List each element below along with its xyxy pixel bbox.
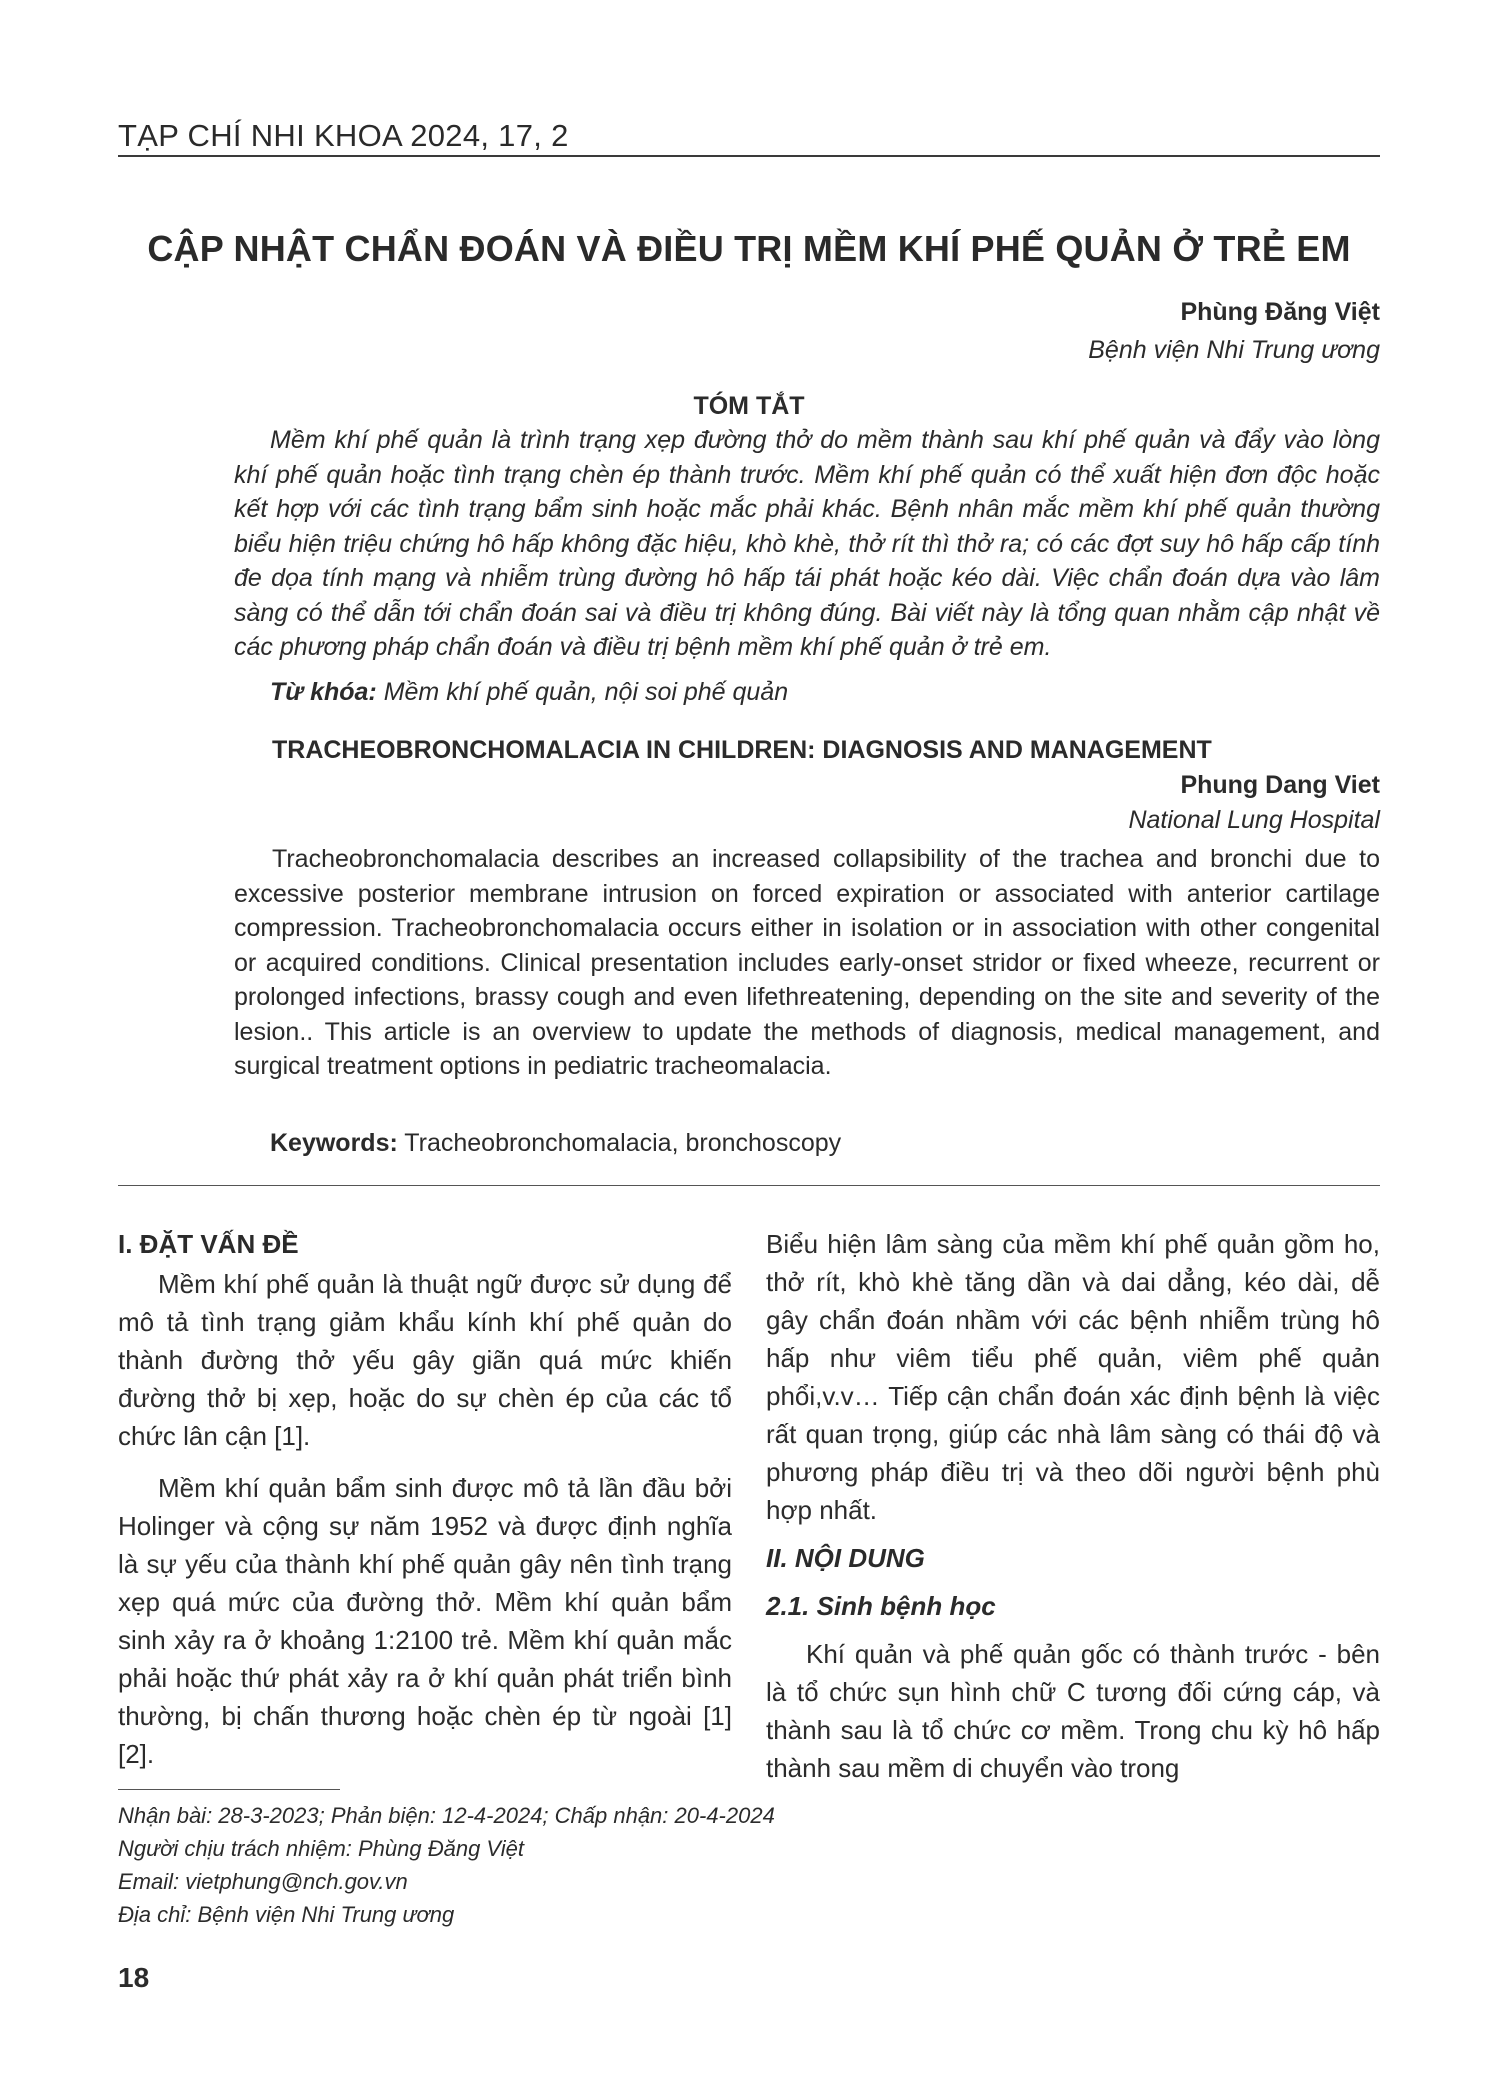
footnote-email: Email: vietphung@nch.gov.vn xyxy=(118,1869,408,1894)
affiliation-vi: Bệnh viện Nhi Trung ương xyxy=(1088,336,1380,364)
keywords-label-en: Keywords: xyxy=(270,1129,398,1157)
keywords-vi xyxy=(270,678,788,707)
keywords-en xyxy=(270,1129,841,1158)
abstract-text-en: Tracheobronchomalacia describes an increased collapsibility of the trachea and bronchi due to excessive posterior membrane intrusion on forced expiration or associated with anterior cartilage compression. Tracheobronchomalacia occurs either in isolation or in association with other congenital or acquired conditions. Clinical presentation includes early-onset stridor or fixed wheeze, recurrent or prolonged infections, brassy cough and even lifethreatening, depending on the site and severity of the lesion.. This article is an overview to update the methods of diagnosis, medical management, and surgical treatment options in pediatric tracheomalacia. xyxy=(234,845,1380,1080)
section2-heading: II. NỘI DUNG xyxy=(766,1543,925,1573)
article-title: CẬP NHẬT CHẨN ĐOÁN VÀ ĐIỀU TRỊ MỀM KHÍ PHẾ QUẢN Ở TRẺ EM xyxy=(147,228,1351,269)
header-rule xyxy=(118,155,1380,157)
keywords-value-en: Tracheobronchomalacia, bronchoscopy xyxy=(397,1129,842,1157)
abstract-text-vi: Mềm khí phế quản là trình trạng xẹp đường thở do mềm thành sau khí phế quản và đẩy vào lòng khí phế quản hoặc tình trạng chèn ép thành trước. Mềm khí phế quản có thể xuất hiện đơn độc hoặc kết hợp với các tình trạng bẩm sinh hoặc mắc phải khác. Bệnh nhân mắc mềm khí phế quản thường biểu hiện triệu chứng hô hấp không đặc hiệu, khò khè, thở rít thì thở ra; có các đợt suy hô hấp cấp tính đe dọa tính mạng và nhiễm trùng đường hô hấp tái phát hoặc kéo dài. Việc chẩn đoán dựa vào lâm sàng có thể dẫn tới chẩn đoán sai và điều trị không đúng. Bài viết này là tổng quan nhằm cập nhật về các phương pháp chẩn đoán và điều trị bệnh mềm khí phế quản ở trẻ em. xyxy=(234,426,1380,661)
right-column xyxy=(766,1225,1380,1787)
section2-paragraph-1: Khí quản và phế quản gốc có thành trước - bên là tổ chức sụn hình chữ C tương đối cứng cáp, và thành sau là tổ chức cơ mềm. Trong chu kỳ hô hấp thành sau mềm di chuyển vào trong xyxy=(766,1639,1380,1783)
left-column xyxy=(118,1225,732,1773)
section1-heading: I. ĐẶT VẤN ĐỀ xyxy=(118,1229,299,1259)
footnote-rule xyxy=(118,1789,340,1790)
subsection-heading: 2.1. Sinh bệnh học xyxy=(766,1591,996,1621)
article-title-en: TRACHEOBRONCHOMALACIA IN CHILDREN: DIAGNOSIS AND MANAGEMENT xyxy=(272,736,1212,764)
affiliation-en: National Lung Hospital xyxy=(1128,806,1380,834)
page-number: 18 xyxy=(118,1962,150,1993)
author-name-vi: Phùng Đăng Việt xyxy=(1180,298,1380,326)
footnote-responsible: Người chịu trách nhiệm: Phùng Đăng Việt xyxy=(118,1836,524,1861)
keywords-label-vi: Từ khóa: xyxy=(270,678,377,706)
footnote-dates: Nhận bài: 28-3-2023; Phản biện: 12-4-2024; Chấp nhận: 20-4-2024 xyxy=(118,1803,775,1828)
section1-paragraph-3: Biểu hiện lâm sàng của mềm khí phế quản gồm ho, thở rít, khò khè tăng dần và dai dẳng, kéo dài, dễ gây chẩn đoán nhầm với các bệnh nhiễm trùng hô hấp như viêm tiểu phế quản, viêm phế quản phổi,v.v… Tiếp cận chẩn đoán xác định bệnh là việc rất quan trọng, giúp các nhà lâm sàng có thái độ và phương pháp điều trị và theo dõi người bệnh phù hợp nhất. xyxy=(766,1229,1380,1525)
author-name-en: Phung Dang Viet xyxy=(1180,771,1380,799)
section1-paragraph-1: Mềm khí phế quản là thuật ngữ được sử dụng để mô tả tình trạng giảm khẩu kính khí phế quản do thành đường thở yếu gây giãn quá mức khiến đường thở bị xẹp, hoặc do sự chèn ép của các tổ chức lân cận [1]. xyxy=(118,1269,732,1451)
section1-paragraph-2: Mềm khí quản bẩm sinh được mô tả lần đầu bởi Holinger và cộng sự năm 1952 và được định nghĩa là sự yếu của thành khí phế quản gây nên tình trạng xẹp quá mức của đường thở. Mềm khí quản bẩm sinh xảy ra ở khoảng 1:2100 trẻ. Mềm khí quản mắc phải hoặc thứ phát xảy ra ở khí quản phát triển bình thường, bị chấn thương hoặc chèn ép từ ngoài [1] [2]. xyxy=(118,1473,732,1769)
keywords-value-vi: Mềm khí phế quản, nội soi phế quản xyxy=(376,678,789,706)
section-divider xyxy=(118,1185,1380,1186)
footnote-address: Địa chỉ: Bệnh viện Nhi Trung ương xyxy=(118,1902,455,1927)
journal-header: TẠP CHÍ NHI KHOA 2024, 17, 2 xyxy=(118,118,569,153)
abstract-heading-vi: TÓM TẮT xyxy=(693,392,805,420)
